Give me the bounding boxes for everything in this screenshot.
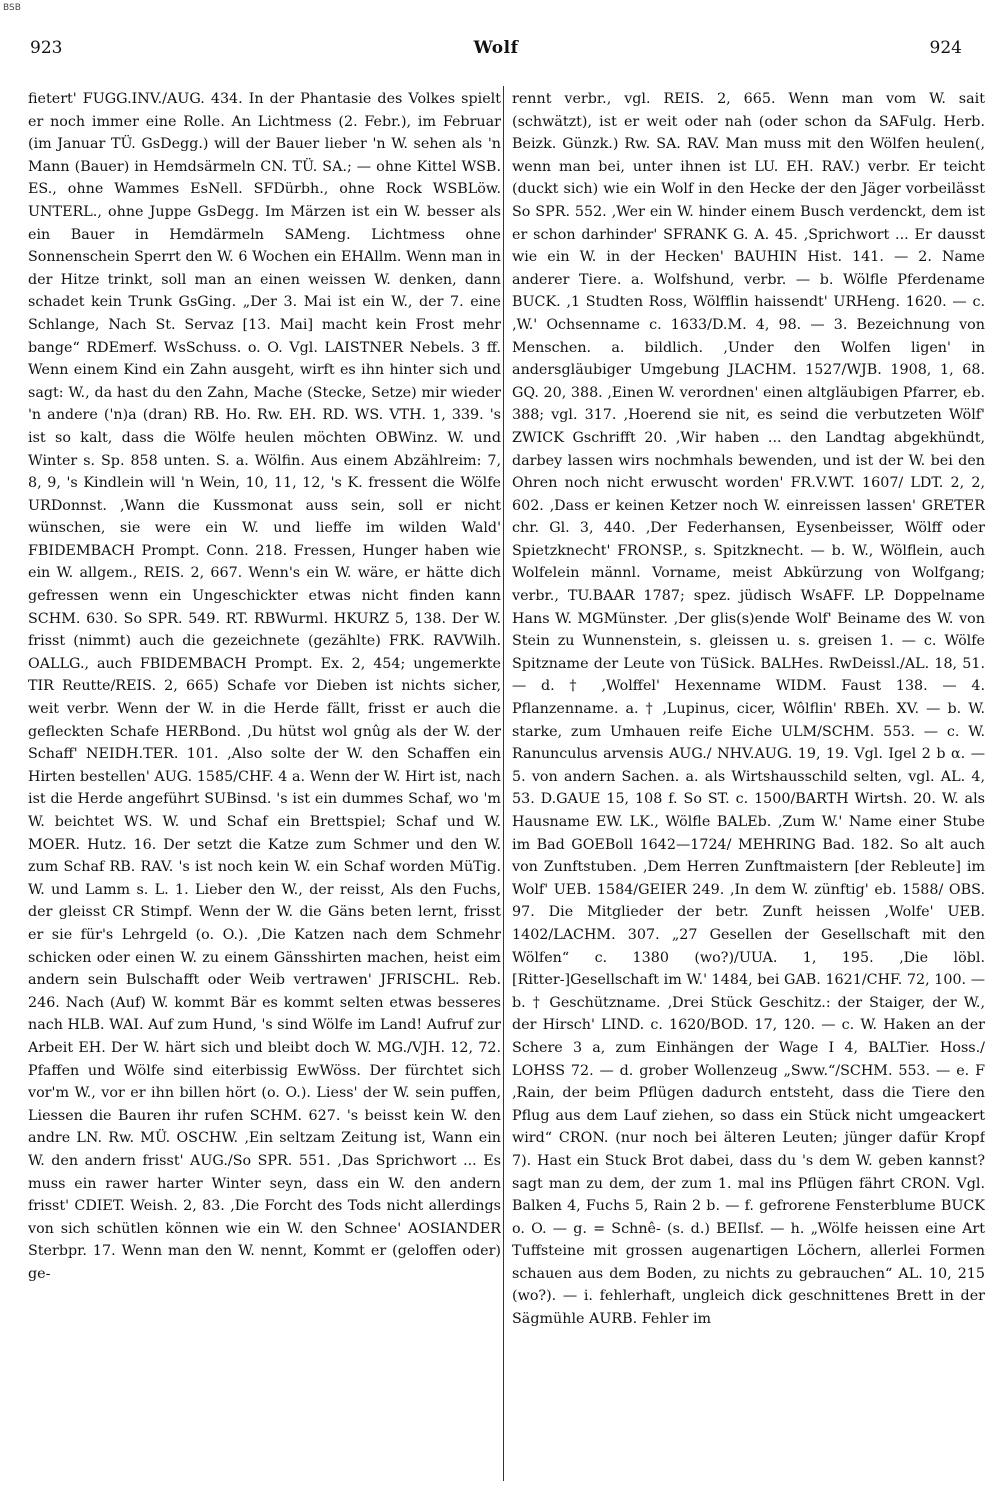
page-header: [30, 38, 962, 66]
right-page-number: 924: [929, 38, 962, 58]
right-column-text: rennt verbr., vgl. REIS. 2, 665. Wenn man vom W. sait (schwätzt), ist er weit oder nah (oder schon da SAFulg. Herb. Beizk. Günzk.) Rw. SA. RAV. Man muss mit den Wölfen heulen(, wenn man bei, unter ihnen ist LU. EH. RAV.) verbr. Er teicht (duckt sich) wie ein Wolf in den Hecke der den Jäger vorbeilässt So SPR. 552. ‚Wer ein W. hinder einem Busch verdenckt, dem ist er schon darhinder' SFRANK G. A. 45. ‚Sprichwort ... Er dausst wie ein W. in der Hecken' BAUHIN Hist. 141. — 2. Name anderer Tiere. a. Wolfshund, verbr. — b. Wölfle Pferdename BUCK. ‚1 Studten Ross, Wölfflin haissendt' URHeng. 1620. — c. ‚W.' Ochsenname c. 1633/D.M. 4, 98. — 3. Bezeichnung von Menschen. a. bildlich. ‚Under den Wolfen ligen' in andersgläubiger Umgebung JLACHM. 1527/WJB. 1908, 1, 68. GQ. 20, 388. ‚Einen W. verordnen' einen altgläubigen Pfarrer, eb. 388; vgl. 317. ‚Hoerend sie nit, es seind die verbutzeten Wölf' ZWICK Gschrifft 20. ‚Wir haben ... den Landtag abgekhündt, darbey lassen wirs nochmhals bewenden, und ist der W. bei den Ohren noch nicht erwuscht worden' FR.V.WT. 1607/ LDT. 2, 2, 602. ‚Dass er keinen Ketzer noch W. einreissen lassen' GRETER chr. Gl. 3, 440. ‚Der Federhansen, Eysenbeisser, Wölff oder Spietzknecht' FRONSP., s. Spitzknecht. — b. W., Wölflein, auch Wolfelein männl. Vorname, meist Abkürzung von Wolfgang; verbr., TU.BAAR 1787; spez. jüdisch WsAFF. LP. Doppelname Hans W. MGMünster. ‚Der glis(s)ende Wolf' Beiname des W. von Stein zu Wunnenstein, s. gleissen u. s. greisen 1. — c. Wölfe Spitzname der Leute von TüSick. BALHes. RwDeissl./AL. 18, 51. — d. † ‚Wolffel' Hexenname WIDM. Faust 138. — 4. Pflanzenname. a. † ‚Lupinus, cicer, Wôlflin' RBEh. XV. — b. W. starke, zum Umhauen reife Eiche ULM/SCHM. 553. — c. W. Ranunculus arvensis AUG./ NHV.AUG. 19, 19. Vgl. Igel 2 b α. — 5. von andern Sachen. a. als Wirtshausschild selten, vgl. AL. 4, 53. D.GAUE 15, 108 f. So ST. c. 1500/BARTH Wirtsh. 20. W. als Hausname EW. LK., Wölfle BALEb. ‚Zum W.' Name einer Stube im Bad GOEBoll 1642—1724/ MEHRING Bad. 182. So alt auch von Zunftstuben. ‚Dem Herren Zunftmaistern [der Rebleute] im Wolf' UEB. 1584/GEIER 249. ‚In dem W. zünftig' eb. 1588/ OBS. 97. Die Mitglieder der betr. Zunft heissen ‚Wolfe' UEB. 1402/LACHM. 307. „27 Gesellen der Gesellschaft mit den Wölfen“ c. 1380 (wo?)/UUA. 1, 195. ‚Die löbl. [Ritter-]Gesellschaft im W.' 1484, bei GAB. 1621/CHF. 72, 100. — b. † Geschützname. ‚Drei Stück Geschitz.: der Staiger, der W., der Hirsch' LIND. c. 1620/BOD. 17, 120. — c. W. Haken an der Schere 3 a, zum Einhängen der Wage I 4, BALTier. Hoss./ LOHSS 72. — d. grober Wollenzeug „Sww.“/SCHM. 553. — e. F ‚Rain, der beim Pflügen dadurch entsteht, dass die Tiere den Pflug aus dem Lauf ziehen, so dass ein Stück nicht umgeackert wird“ CRON. (nur noch bei älteren Leuten; jünger dafür Kropf 7). Hast ein Stuck Brot dabei, dass du 's dem W. geben kannst? sagt man zu dem, der zum 1. mal ins Pflügen fährt CRON. Vgl. Balken 4, Fuchs 5, Rain 2 b. — f. gefrorene Fensterblume BUCK o. O. — g. = Schnê- (s. d.) BEIlsf. — h. „Wölfe heissen eine Art Tuffsteine mit grossen augenartigen Löchern, allerlei Formen schauen aus dem Boden, zu nichts zu gebrauchen“ AL. 10, 215 (wo?). — i. fehlerhaft, ungleich dick geschnittenes Brett in der Sägmühle AURB. Fehler im: [512, 91, 985, 1328]
column-divider: [503, 86, 504, 1481]
library-stamp: BSB: [3, 3, 21, 13]
running-headword: Wolf: [473, 38, 519, 58]
left-column-text: fietert' FUGG.INV./AUG. 434. In der Phantasie des Volkes spielt er noch immer eine Rolle. An Lichtmess (2. Febr.), im Februar (im Januar TÜ. GsDegg.) will der Bauer lieber 'n W. sehen als 'n Mann (Bauer) in Hemdsärmeln CN. TÜ. SA.; — ohne Kittel WSB. ES., ohne Wammes EsNell. SFDürbh., ohne Rock WSBLöw. UNTERL., ohne Juppe GsDegg. Im Märzen ist ein W. besser als ein Bauer in Hemdärmeln SAMeng. Lichtmess ohne Sonnenschein Sperrt den W. 6 Wochen ein EHAllm. Wenn man in der Hitze trinkt, soll man an einen weissen W. denken, dann schadet kein Trunk GsGing. „Der 3. Mai ist ein W., der 7. eine Schlange, Nach St. Servaz [13. Mai] macht kein Frost mehr bange“ RDEmerf. WsSchuss. o. O. Vgl. LAISTNER Nebels. 3 ff. Wenn einem Kind ein Zahn ausgeht, wirft es ihn hinter sich und sagt: W., da hast du den Zahn, Mache (Stecke, Setze) mir wieder 'n andere ('n)a (dran) RB. Ho. Rw. EH. RD. WS. VTH. 1, 339. 's ist so kalt, dass die Wölfe heulen möchten OBWinz. W. und Winter s. Sp. 858 unten. S. a. Wölfin. Aus einem Abzählreim: 7, 8, 9, 's Kindlein will 'n Wein, 10, 11, 12, 's K. fressent die Wölfe URDonnst. ‚Wann die Kussmonat auss sein, soll er nicht wünschen, sie were ein W. und lieffe im wilden Wald' FBIDEMBACH Prompt. Conn. 218. Fressen, Hunger haben wie ein W. allgem., REIS. 2, 667. Wenn's ein W. wäre, er hätte dich gefressen wenn ein Ungeschickter etwas nicht finden kann SCHM. 630. So SPR. 549. RT. RBWurml. HKURZ 5, 138. Der W. frisst (nimmt) auch die gezeichnete (gezählte) FRK. RAVWilh. OALLG., auch FBIDEMBACH Prompt. Ex. 2, 454; ungemerkte TIR Reutte/REIS. 2, 665) Schafe vor Dieben ist nichts sicher, weit verbr. Wenn der W. in die Herde fällt, frisst er auch die gefleckten Schafe HERBond. ‚Du hütst wol gnûg als der W. der Schaff' NEIDH.TER. 101. ‚Also solte der W. den Schaffen ein Hirten bestellen' AUG. 1585/CHF. 4 a. Wenn der W. Hirt ist, nach ist die Herde angeführt SUBinsd. 's ist ein dummes Schaf, wo 'm W. beichtet WS. W. und Schaf ein Brettspiel; Schaf und W. MOER. Hutz. 16. Der setzt die Katze zum Schmer und den W. zum Schaf RB. RAV. 's ist noch kein W. ein Schaf worden MüTig. W. und Lamm s. L. 1. Lieber den W., der reisst, Als den Fuchs, der gleisst CR Stimpf. Wenn der W. die Gäns beten lernt, frisst er sie für's Lehrgeld (o. O.). ‚Die Katzen nach dem Schmehr schicken oder einen W. zu einem Gänsshirten machen, heist eim andern sein Bulschafft oder Weib vertrawen' JFRISCHL. Reb. 246. Nach (Auf) W. kommt Bär es kommt selten etwas besseres nach HLB. WAI. Auf zum Hund, 's sind Wölfe im Land! Aufruf zur Arbeit EH. Der W. härt sich und bleibt doch W. MG./VJH. 12, 72. Pfaffen und Wölfe sind eiterbissig EwWöss. Der fürchtet sich vor'm W., vor er ihn billen hört (o. O.). Liess' der W. sein puffen, Liessen die Bauren ihr rufen SCHM. 627. 's beisst kein W. den andre LN. Rw. MÜ. OSCHW. ‚Ein seltzam Zeitung ist, Wann ein W. den andern frisst' AUG./So SPR. 551. ‚Das Sprichwort ... Es muss ein rawer harter Winter seyn, dass ein W. den andern frisst' CDIET. Weish. 2, 83. ‚Die Forcht des Tods nicht allerdings von sich schütlen können wie ein W. den Schnee' AOSIANDER Sterbpr. 17. Wenn man den W. nennt, Kommt er (geloffen oder) ge-: [28, 91, 501, 1282]
left-page-number: 923: [30, 38, 63, 58]
